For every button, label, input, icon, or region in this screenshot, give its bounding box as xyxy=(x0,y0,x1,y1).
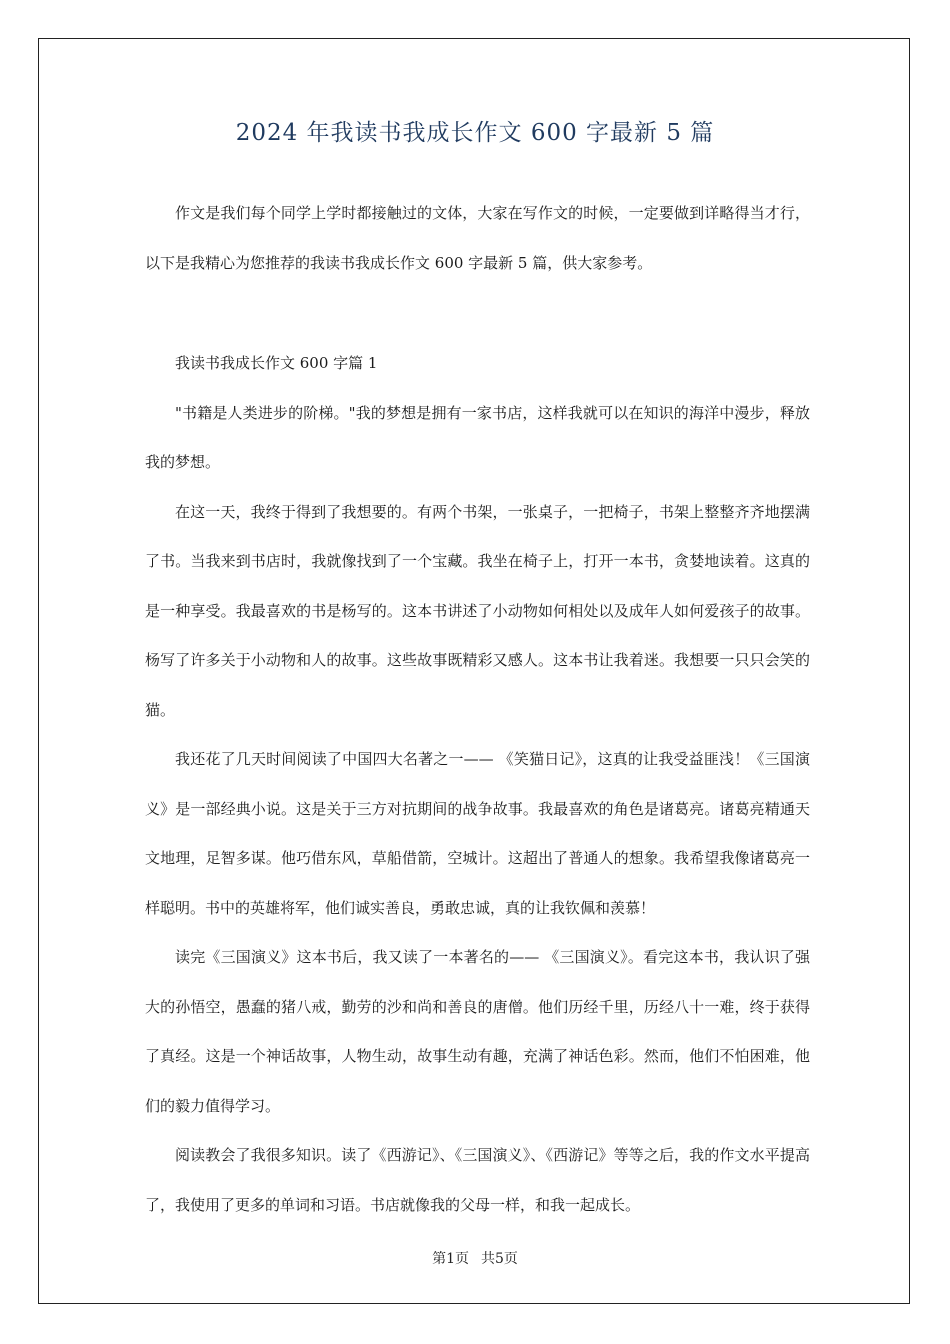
essay-paragraph-5: 阅读教会了我很多知识。读了《西游记》、《三国演义》、《西游记》等等之后，我的作文水平提高了，我使用了更多的单词和习语。书店就像我的父母一样，和我一起成长。 xyxy=(145,1146,810,1214)
essay-paragraph-3: 我还花了几天时间阅读了中国四大名著之一—— 《笑猫日记》，这真的让我受益匪浅！《三国演义》是一部经典小说。这是关于三方对抗期间的战争故事。我最喜欢的角色是诸葛亮。诸葛亮精通天文地理，足智多谋。他巧借东风，草船借箭，空城计。这超出了普通人的想象。我希望我像诸葛亮一样聪明。书中的英雄将军，他们诚实善良，勇敢忠诚，真的让我钦佩和羡慕！ xyxy=(145,750,810,917)
essay-paragraph-4: 读完《三国演义》这本书后，我又读了一本著名的—— 《三国演义》。看完这本书，我认识了强大的孙悟空，愚蠢的猪八戒，勤劳的沙和尚和善良的唐僧。他们历经千里，历经八十一难，终于获得了真经。这是一个神话故事，人物生动，故事生动有趣，充满了神话色彩。然而，他们不怕困难，他们的毅力值得学习。 xyxy=(145,948,810,1115)
section-heading: 我读书我成长作文 600 字篇 1 xyxy=(175,354,378,372)
page-footer xyxy=(0,1248,950,1268)
intro-section xyxy=(145,189,810,288)
document-title: 2024 年我读书我成长作文 600 字最新 5 篇 xyxy=(235,120,715,146)
page-total: 共5页 xyxy=(481,1251,518,1267)
essay-paragraph-2: 在这一天，我终于得到了我想要的。有两个书架，一张桌子，一把椅子，书架上整整齐齐地摆满了书。当我来到书店时，我就像找到了一个宝藏。我坐在椅子上，打开一本书，贪婪地读着。这真的是一种享受。我最喜欢的书是杨写的。这本书讲述了小动物如何相处以及成年人如何爱孩子的故事。杨写了许多关于小动物和人的故事。这些故事既精彩又感人。这本书让我着迷。我想要一只只会笑的猫。 xyxy=(145,502,810,719)
essay-section xyxy=(145,339,810,1230)
intro-paragraph: 作文是我们每个同学上学时都接触过的文体，大家在写作文的时候，一定要做到详略得当才行，以下是我精心为您推荐的我读书我成长作文 600 字最新 5 篇，供大家参考。 xyxy=(145,204,810,272)
page-number: 第1页 xyxy=(432,1251,469,1267)
essay-paragraph-1: "书籍是人类进步的阶梯。"我的梦想是拥有一家书店，这样我就可以在知识的海洋中漫步，释放我的梦想。 xyxy=(145,403,810,471)
